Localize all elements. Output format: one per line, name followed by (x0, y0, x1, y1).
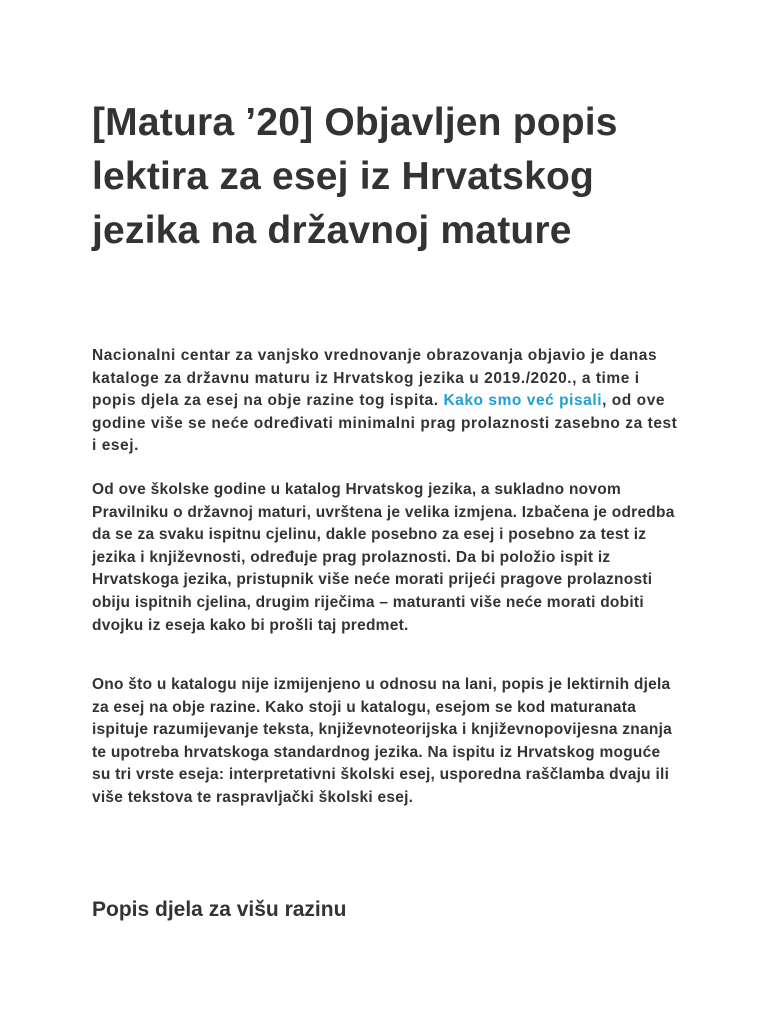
intro-paragraph (92, 345, 682, 458)
pravilnik-paragraph: Od ove školske godine u katalog Hrvatskog jezika, a sukladno novom Pravilniku o državnoj maturi, uvrštena je velika izmjena. Izbačena je odredba da se za svaku ispitnu cjelinu, dakle posebno za esej i posebno za test iz jezika i književnosti, određuje prag prolaznosti. Da bi položio ispit iz Hrvatskoga jezika, pristupnik više neće morati prijeći pragove prolaznosti obiju ispitnih cjelina, drugim riječima – maturanti više neće morati dobiti dvojku iz eseja kako bi prošli taj predmet. (92, 481, 675, 634)
article-title: [Matura ’20] Objavljen popis lektira za esej iz Hrvatskog jezika na državnoj mature (92, 101, 618, 252)
section-heading: Popis djela za višu razinu (92, 898, 347, 921)
katalog-paragraph: Ono što u katalogu nije izmijenjeno u odnosu na lani, popis je lektirnih djela za esej na obje razine. Kako stoji u katalogu, esejom se kod maturanata ispituje razumijevanje teksta, književnoteorijska i književnopovijesna znanja te upotreba hrvatskoga standardnog jezika. Na ispitu iz Hrvatskog moguće su tri vrste eseja: interpretativni školski esej, usporedna raščlamba dvaju ili više tekstova te raspravljački školski esej. (92, 676, 673, 806)
intro-text-after-link: , od ove godine više se neće određivati minimalni prag prolaznosti zasebno za test i esej. (92, 392, 678, 455)
kako-smo-vec-pisali-link[interactable]: Kako smo već pisali (443, 392, 603, 410)
intro-text-before-link: Nacionalni centar za vanjsko vrednovanje obrazovanja objavio je danas kataloge za državnu maturu iz Hrvatskog jezika u 2019./2020., a time i popis djela za esej na obje razine tog ispita. (92, 347, 658, 410)
